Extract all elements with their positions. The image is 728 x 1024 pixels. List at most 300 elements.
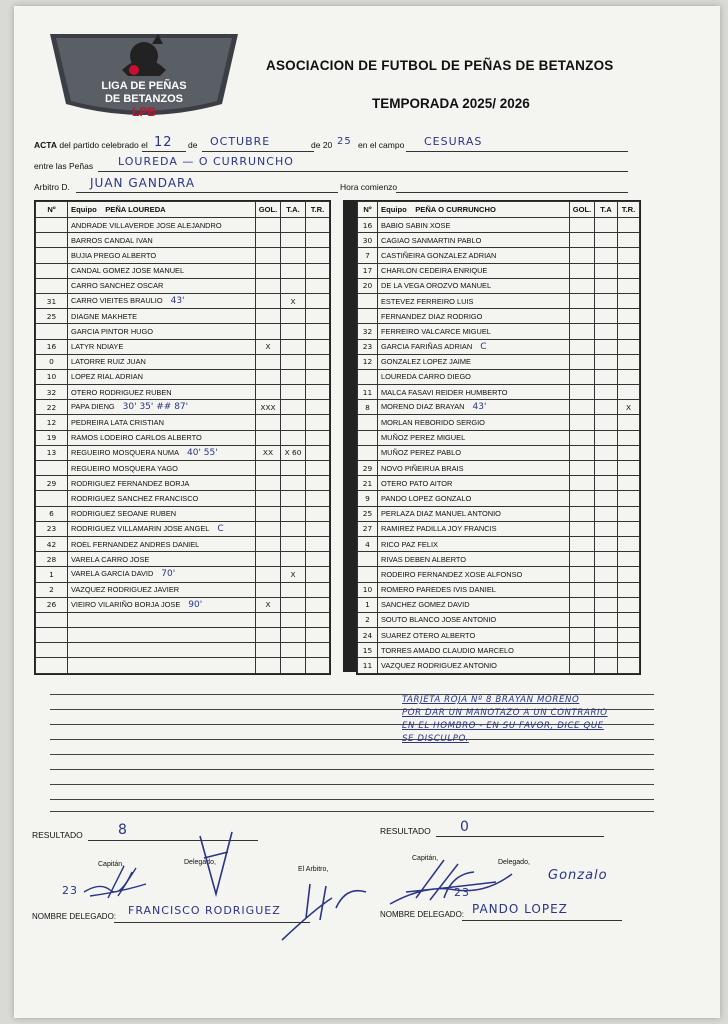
player-name: RICO PAZ FELIX: [378, 536, 570, 551]
red-card-cell: [618, 415, 640, 430]
arbitro-value: JUAN GANDARA: [90, 176, 196, 190]
yellow-card-cell: [281, 415, 306, 430]
table-row: [36, 369, 330, 384]
goals-cell: [256, 461, 281, 476]
table-row: [358, 369, 640, 384]
goals-cell: [570, 430, 595, 445]
captain-signature-left: [80, 862, 150, 902]
yellow-card-cell: X: [281, 293, 306, 308]
goals-cell: [256, 233, 281, 248]
player-name: [68, 612, 256, 627]
yellow-card-cell: [595, 263, 618, 278]
goals-cell: [570, 309, 595, 324]
table-row: [36, 461, 330, 476]
player-number: [36, 643, 68, 658]
goals-cell: [570, 293, 595, 308]
table-row: [358, 461, 640, 476]
referee-signature: [276, 878, 376, 944]
player-number: 19: [36, 430, 68, 445]
yellow-card-cell: [281, 491, 306, 506]
red-card-cell: [618, 263, 640, 278]
goals-cell: [256, 415, 281, 430]
result-right: 0: [460, 819, 470, 835]
player-number: [36, 324, 68, 339]
table-row: [358, 293, 640, 308]
captain-number-right: 23: [454, 886, 470, 899]
goals-cell: [570, 369, 595, 384]
player-number: 16: [358, 218, 378, 233]
yellow-card-cell: [595, 567, 618, 582]
yellow-card-cell: [595, 324, 618, 339]
player-note: 30' 35' ## 87': [122, 402, 189, 413]
player-name: PAPA DIENG 30' 35' ## 87': [68, 400, 256, 415]
table-row: [36, 309, 330, 324]
goals-cell: [256, 278, 281, 293]
red-card-cell: [618, 339, 640, 354]
red-card-cell: [306, 339, 330, 354]
player-name: VAZQUEZ RODRIGUEZ JAVIER: [68, 582, 256, 597]
delegate-label-left: Delegado,: [184, 859, 216, 866]
player-name: VIEIRO VILARIÑO BORJA JOSE 90': [68, 597, 256, 612]
player-number: [358, 430, 378, 445]
red-card-cell: [306, 369, 330, 384]
player-number: 16: [36, 339, 68, 354]
red-card-cell: [618, 536, 640, 551]
player-name: CARRO SANCHEZ OSCAR: [68, 278, 256, 293]
yellow-card-cell: [281, 324, 306, 339]
player-name: CARRO VIEITES BRAULIO 43': [68, 293, 256, 308]
player-number: [358, 369, 378, 384]
goals-cell: [256, 324, 281, 339]
player-name: RAMOS LODEIRO CARLOS ALBERTO: [68, 430, 256, 445]
player-name: CASTIÑEIRA GONZALEZ ADRIAN: [378, 248, 570, 263]
col-header-no: Nº: [36, 202, 68, 218]
goals-cell: [570, 567, 595, 582]
player-name: SOUTO BLANCO JOSE ANTONIO: [378, 612, 570, 627]
logo-line-1: LIGA DE PEÑAS: [101, 80, 187, 92]
goals-cell: [256, 567, 281, 582]
table-row: [36, 339, 330, 354]
player-name: MALCA FASAVI REIDER HUMBERTO: [378, 385, 570, 400]
red-card-cell: [306, 597, 330, 612]
player-number: 9: [358, 491, 378, 506]
goals-cell: [256, 369, 281, 384]
player-name: SANCHEZ GOMEZ DAVID: [378, 597, 570, 612]
table-row: [358, 567, 640, 582]
red-card-cell: [306, 552, 330, 567]
goals-cell: [570, 263, 595, 278]
player-number: 17: [358, 263, 378, 278]
player-name: BABIO SABIN XOSE: [378, 218, 570, 233]
player-number: 8: [358, 400, 378, 415]
delegate-name-right: PANDO LOPEZ: [472, 902, 568, 916]
table-row: [36, 491, 330, 506]
col-header-gol: GOL.: [570, 202, 595, 218]
table-row: [36, 400, 330, 415]
red-card-cell: [618, 369, 640, 384]
player-name: TORRES AMADO CLAUDIO MARCELO: [378, 643, 570, 658]
yellow-card-cell: [281, 354, 306, 369]
player-name: RODRIGUEZ SEOANE RUBEN: [68, 506, 256, 521]
yellow-card-cell: [595, 658, 618, 673]
table-row: [36, 385, 330, 400]
yellow-card-cell: [595, 612, 618, 627]
campo-label: en el campo: [358, 140, 405, 150]
table-row: [358, 521, 640, 536]
player-number: [36, 278, 68, 293]
player-name: MORENO DIAZ BRAYAN 43': [378, 400, 570, 415]
yellow-card-cell: [595, 445, 618, 460]
red-card-cell: X: [618, 400, 640, 415]
red-card-cell: [306, 521, 330, 536]
player-number: 6: [36, 506, 68, 521]
player-name: VARELA GARCIA DAVID 70': [68, 567, 256, 582]
player-name: RODRIGUEZ VILLAMARIN JOSE ANGEL C: [68, 521, 256, 536]
player-number: 20: [358, 278, 378, 293]
table-row: [358, 628, 640, 643]
player-name: LATYR NDIAYE: [68, 339, 256, 354]
yellow-card-cell: [281, 430, 306, 445]
goals-cell: [570, 552, 595, 567]
yellow-card-cell: [595, 385, 618, 400]
player-number: [36, 658, 68, 673]
table-row: [358, 597, 640, 612]
table-row: [36, 476, 330, 491]
player-number: 10: [36, 369, 68, 384]
yellow-card-cell: [281, 309, 306, 324]
table-row: [358, 552, 640, 567]
red-card-cell: [306, 643, 330, 658]
red-card-cell: [618, 506, 640, 521]
player-number: [36, 628, 68, 643]
yellow-card-cell: [595, 400, 618, 415]
player-number: 25: [36, 309, 68, 324]
player-name: MUÑOZ PEREZ MIGUEL: [378, 430, 570, 445]
player-number: 42: [36, 536, 68, 551]
player-number: 24: [358, 628, 378, 643]
goals-cell: [256, 309, 281, 324]
player-name: PEDREIRA LATA CRISTIAN: [68, 415, 256, 430]
goals-cell: [256, 582, 281, 597]
yellow-card-cell: [281, 612, 306, 627]
yellow-card-cell: [281, 218, 306, 233]
player-name: GARCIA FARIÑAS ADRIAN C: [378, 339, 570, 354]
table-row: [36, 324, 330, 339]
red-card-cell: [306, 582, 330, 597]
page-title: ASOCIACION DE FUTBOL DE PEÑAS DE BETANZOS: [266, 58, 614, 73]
red-card-cell: [306, 461, 330, 476]
goals-cell: [256, 536, 281, 551]
yellow-card-cell: [281, 658, 306, 673]
goals-cell: [256, 263, 281, 278]
goals-cell: [570, 491, 595, 506]
red-card-cell: [306, 476, 330, 491]
yellow-card-cell: [281, 461, 306, 476]
yellow-card-cell: [595, 278, 618, 293]
red-card-cell: [306, 536, 330, 551]
yellow-card-cell: [281, 628, 306, 643]
table-row: [358, 324, 640, 339]
goals-cell: [570, 339, 595, 354]
player-name: CHARLON CEDEIRA ENRIQUE: [378, 263, 570, 278]
player-number: [358, 415, 378, 430]
delegate-name-label-left: NOMBRE DELEGADO:: [32, 912, 117, 921]
player-number: 29: [358, 461, 378, 476]
player-number: [358, 293, 378, 308]
yellow-card-cell: [281, 248, 306, 263]
campo-value: CESURAS: [424, 135, 483, 148]
yellow-card-cell: [595, 293, 618, 308]
red-card-cell: [306, 445, 330, 460]
table-row: [358, 354, 640, 369]
yellow-card-cell: [595, 491, 618, 506]
player-name: VAZQUEZ RODRIGUEZ ANTONIO: [378, 658, 570, 673]
red-card-cell: [618, 233, 640, 248]
player-name: NOVO PIÑEIRUA BRAIS: [378, 461, 570, 476]
red-card-cell: [306, 491, 330, 506]
player-number: 27: [358, 521, 378, 536]
table-row: [36, 597, 330, 612]
goals-cell: [570, 354, 595, 369]
match-day: 12: [154, 135, 173, 150]
player-number: 13: [36, 445, 68, 460]
table-row: [36, 248, 330, 263]
goals-cell: [570, 445, 595, 460]
yellow-card-cell: [281, 597, 306, 612]
player-name: LATORRE RUIZ JUAN: [68, 354, 256, 369]
goals-cell: [256, 521, 281, 536]
table-row: [36, 293, 330, 308]
table-row: [358, 248, 640, 263]
de-label-1: de: [188, 140, 198, 150]
goals-cell: [570, 582, 595, 597]
red-card-cell: [618, 612, 640, 627]
goals-cell: [570, 248, 595, 263]
table-row: [36, 445, 330, 460]
red-card-cell: [306, 400, 330, 415]
goals-cell: [570, 643, 595, 658]
yellow-card-cell: [595, 218, 618, 233]
player-name: RODRIGUEZ FERNANDEZ BORJA: [68, 476, 256, 491]
col-header-tr: T.R.: [306, 202, 330, 218]
yellow-card-cell: [281, 339, 306, 354]
goals-cell: [570, 612, 595, 627]
goals-cell: [570, 461, 595, 476]
incident-note: TARJETA ROJA Nº 8 BRAYAN MORENO POR DAR UN MANOTAZO A UN CONTRARIO EN EL HOMBRO - EN SU FAVOR, DICE QUE SE DISCULPO.: [402, 695, 608, 744]
yellow-card-cell: [281, 400, 306, 415]
table-row: [358, 415, 640, 430]
table-row: [358, 263, 640, 278]
goals-cell: [570, 415, 595, 430]
red-card-cell: [306, 628, 330, 643]
player-name: MUÑOZ PEREZ PABLO: [378, 445, 570, 460]
table-row: [36, 536, 330, 551]
player-name: CAGIAO SANMARTIN PABLO: [378, 233, 570, 248]
table-row: [358, 385, 640, 400]
goals-cell: [570, 536, 595, 551]
table-row: [358, 309, 640, 324]
yellow-card-cell: [595, 369, 618, 384]
arbitro-label: Arbitro D.: [34, 182, 70, 192]
player-number: [358, 309, 378, 324]
player-name: REGUEIRO MOSQUERA NUMA 40' 55': [68, 445, 256, 460]
goals-cell: [256, 612, 281, 627]
goals-cell: XX: [256, 445, 281, 460]
yellow-card-cell: [595, 233, 618, 248]
goals-cell: [256, 506, 281, 521]
red-card-cell: [618, 461, 640, 476]
yellow-card-cell: [595, 415, 618, 430]
player-name: PANDO LOPEZ GONZALO: [378, 491, 570, 506]
yellow-card-cell: X: [281, 567, 306, 582]
red-card-cell: [306, 385, 330, 400]
goals-cell: [570, 385, 595, 400]
table-row: [36, 552, 330, 567]
yellow-card-cell: [595, 309, 618, 324]
season-title: TEMPORADA 2025/ 2026: [372, 96, 530, 111]
player-number: 15: [358, 643, 378, 658]
player-name: MORLAN REBORIDO SERGIO: [378, 415, 570, 430]
player-name: CANDAL GOMEZ JOSE MANUEL: [68, 263, 256, 278]
red-card-cell: [618, 491, 640, 506]
goals-cell: [570, 658, 595, 673]
player-note: C: [217, 523, 224, 534]
table-row: [358, 476, 640, 491]
red-card-cell: [618, 293, 640, 308]
yellow-card-cell: [281, 521, 306, 536]
match-year: 25: [337, 136, 352, 147]
red-card-cell: [618, 309, 640, 324]
goals-cell: [256, 430, 281, 445]
player-note: 43': [472, 402, 487, 413]
yellow-card-cell: [281, 233, 306, 248]
player-name: ROMERO PAREDES IVIS DANIEL: [378, 582, 570, 597]
col-header-gol: GOL.: [256, 202, 281, 218]
red-card-cell: [306, 658, 330, 673]
goals-cell: X: [256, 339, 281, 354]
goals-cell: [256, 293, 281, 308]
table-row: [358, 658, 640, 673]
player-note: C: [480, 341, 487, 352]
signature-right-name: Gonzalo: [548, 868, 608, 883]
yellow-card-cell: [595, 521, 618, 536]
col-header-tr: T.R.: [618, 202, 640, 218]
yellow-card-cell: X 60: [281, 445, 306, 460]
yellow-card-cell: [595, 339, 618, 354]
player-number: 11: [358, 658, 378, 673]
player-note: 40' 55': [187, 447, 218, 458]
delegate-name-left: FRANCISCO RODRIGUEZ: [128, 904, 281, 917]
player-number: 0: [36, 354, 68, 369]
player-number: 22: [36, 400, 68, 415]
player-name: [68, 658, 256, 673]
yellow-card-cell: [281, 369, 306, 384]
result-left: 8: [118, 822, 128, 838]
player-number: [36, 491, 68, 506]
yellow-card-cell: [281, 536, 306, 551]
player-number: 28: [36, 552, 68, 567]
goals-cell: [256, 552, 281, 567]
col-header-ta: T.A.: [281, 202, 306, 218]
player-number: [36, 233, 68, 248]
table-row: [358, 506, 640, 521]
player-name: [68, 628, 256, 643]
roster-table-currunxo: [356, 200, 641, 675]
logo-line-2: DE BETANZOS: [104, 93, 184, 105]
table-row: [36, 506, 330, 521]
table-row: [36, 263, 330, 278]
red-card-cell: [618, 354, 640, 369]
captain-label-right: Capitán,: [412, 855, 439, 862]
red-card-cell: [306, 248, 330, 263]
yellow-card-cell: [281, 552, 306, 567]
goals-cell: [570, 506, 595, 521]
col-header-ta: T.A: [595, 202, 618, 218]
referee-label: El Arbitro,: [298, 866, 329, 873]
yellow-card-cell: [595, 643, 618, 658]
yellow-card-cell: [595, 628, 618, 643]
red-card-cell: [306, 233, 330, 248]
red-card-cell: [618, 567, 640, 582]
red-card-cell: [306, 612, 330, 627]
goals-cell: [256, 658, 281, 673]
goals-cell: XXX: [256, 400, 281, 415]
red-card-cell: [618, 445, 640, 460]
red-card-cell: [618, 248, 640, 263]
table-row: [358, 400, 640, 415]
table-row: [36, 430, 330, 445]
goals-cell: [570, 218, 595, 233]
goals-cell: [570, 278, 595, 293]
red-card-cell: [618, 324, 640, 339]
red-card-cell: [306, 324, 330, 339]
player-name: [68, 643, 256, 658]
player-number: [36, 612, 68, 627]
table-row: [358, 612, 640, 627]
player-number: 7: [358, 248, 378, 263]
player-number: 32: [358, 324, 378, 339]
player-name: OTERO RODRIGUEZ RUBEN: [68, 385, 256, 400]
player-note: 43': [170, 296, 185, 307]
goals-cell: [570, 324, 595, 339]
logo-line-3: LPB: [132, 105, 156, 119]
yellow-card-cell: [281, 506, 306, 521]
yellow-card-cell: [595, 476, 618, 491]
red-card-cell: [618, 582, 640, 597]
player-number: [36, 248, 68, 263]
table-row: [36, 521, 330, 536]
delegate-label-right: Delegado,: [498, 859, 530, 866]
goals-cell: [570, 597, 595, 612]
player-name: BUJIA PREGO ALBERTO: [68, 248, 256, 263]
table-row: [358, 536, 640, 551]
col-header-team: Equipo PEÑA LOUREDA: [68, 202, 256, 218]
player-note: 70': [161, 569, 176, 580]
table-row: [36, 628, 330, 643]
player-name: BARROS CANDAL IVAN: [68, 233, 256, 248]
player-name: ESTEVEZ FERREIRO LUIS: [378, 293, 570, 308]
red-card-cell: [618, 628, 640, 643]
table-row: [358, 233, 640, 248]
table-row: [358, 445, 640, 460]
penas-value: LOUREDA — O CURRUNCHO: [118, 155, 294, 168]
red-card-cell: [618, 385, 640, 400]
red-card-cell: [306, 430, 330, 445]
col-header-no: Nº: [358, 202, 378, 218]
player-number: 31: [36, 293, 68, 308]
goals-cell: [570, 233, 595, 248]
red-card-cell: [618, 552, 640, 567]
